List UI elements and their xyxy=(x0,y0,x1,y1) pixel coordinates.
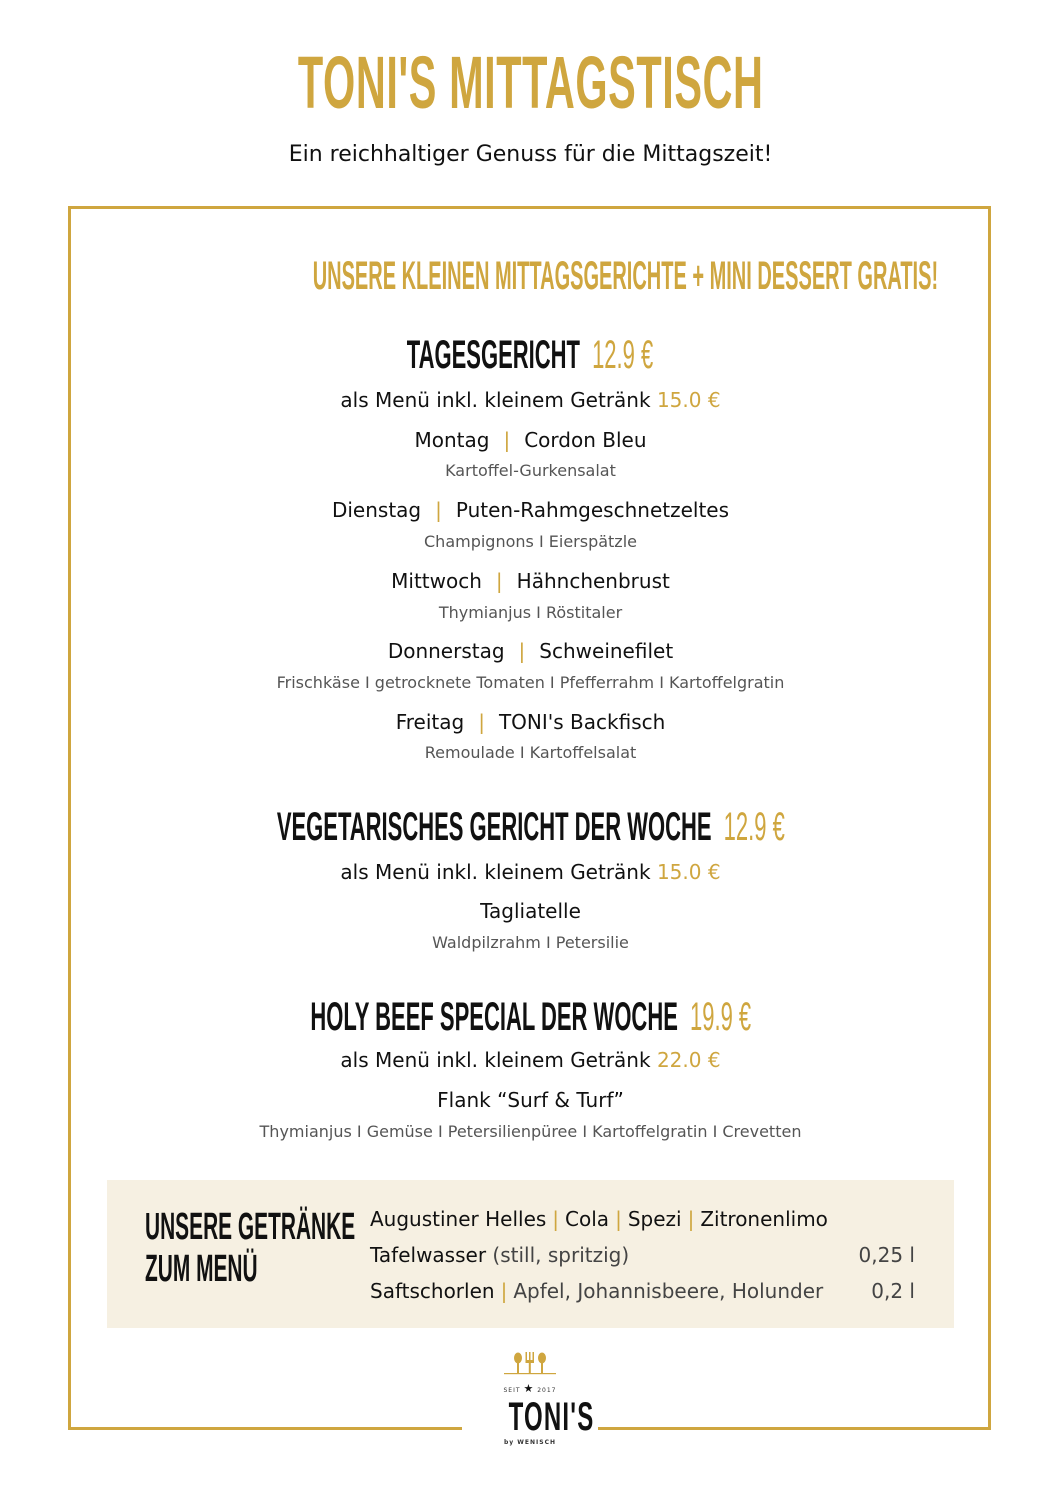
drinks-box xyxy=(107,1180,954,1328)
tagesgericht-menu-line: als Menü inkl. kleinem Getränk 15.0 € xyxy=(340,388,721,412)
day-dish-friday: Freitag | TONI's Backfisch xyxy=(395,710,666,734)
vegetarisch-heading xyxy=(0,802,1061,852)
page-subtitle: Ein reichhaltiger Genuss für die Mittagszeit! xyxy=(288,142,773,167)
tagesgericht-name: TAGESGERICHT xyxy=(407,333,581,377)
day-desc-tuesday: Champignons I Eierspätzle xyxy=(424,532,637,551)
beef-name: HOLY BEEF SPECIAL DER WOCHE xyxy=(310,995,678,1039)
juice-quantity: 0,2 l xyxy=(871,1279,915,1303)
vegetarisch-desc: Waldpilzrahm I Petersilie xyxy=(432,933,629,952)
star-icon: ★ xyxy=(523,1382,535,1395)
vegetarisch-name: VEGETARISCHES GERICHT DER WOCHE xyxy=(276,805,712,849)
tagesgericht-menu-price: 15.0 € xyxy=(656,388,721,412)
beef-price: 19.9 € xyxy=(689,995,751,1039)
beef-dish: Flank “Surf & Turf” xyxy=(437,1088,624,1112)
beef-desc: Thymianjus I Gemüse I Petersilienpüree I Kartoffelgratin I Crevetten xyxy=(259,1122,802,1141)
vegetarisch-price: 12.9 € xyxy=(723,805,785,849)
day-dish-monday: Montag | Cordon Bleu xyxy=(414,428,647,452)
logo xyxy=(480,1350,595,1475)
vegetarisch-menu-price: 15.0 € xyxy=(656,860,721,884)
day-dish-wednesday: Mittwoch | Hähnchenbrust xyxy=(391,569,670,593)
page-title: TONI'S MITTAGSTISCH xyxy=(297,41,764,124)
logo-subtitle: by WENISCH xyxy=(503,1439,556,1446)
vegetarisch-dish: Tagliatelle xyxy=(480,899,581,923)
drinks-row-juice: Saftschorlen | Apfel, Johannisbeere, Holunder 0,2 l xyxy=(370,1279,915,1303)
beef-menu-line: als Menü inkl. kleinem Getränk 22.0 € xyxy=(340,1048,721,1072)
day-desc-friday: Remoulade I Kartoffelsalat xyxy=(424,743,637,762)
tagesgericht-price: 12.9 € xyxy=(592,333,654,377)
logo-name: TONI'S xyxy=(508,1395,595,1439)
beef-heading xyxy=(0,992,1061,1042)
beef-menu-price: 22.0 € xyxy=(656,1048,721,1072)
logo-since: SEIT ★ 2017 xyxy=(503,1382,557,1395)
drinks-heading: UNSERE GETRÄNKE ZUM MENÜ xyxy=(145,1206,356,1290)
cutlery-icon xyxy=(500,1350,560,1380)
tagesgericht-heading xyxy=(0,330,1061,380)
promo-heading: UNSERE KLEINEN MITTAGSGERICHTE + MINI DESSERT GRATIS! xyxy=(312,254,939,298)
drinks-row-water: Tafelwasser (still, spritzig) 0,25 l xyxy=(370,1243,915,1267)
water-quantity: 0,25 l xyxy=(858,1243,915,1267)
vegetarisch-menu-line: als Menü inkl. kleinem Getränk 15.0 € xyxy=(340,860,721,884)
day-desc-thursday: Frischkäse I getrocknete Tomaten I Pfefferrahm I Kartoffelgratin xyxy=(276,673,785,692)
day-desc-wednesday: Thymianjus I Röstitaler xyxy=(438,603,623,622)
drinks-row-softdrinks: Augustiner Helles | Cola | Spezi | Zitronenlimo xyxy=(370,1207,828,1231)
day-dish-thursday: Donnerstag | Schweinefilet xyxy=(387,639,674,663)
day-dish-tuesday: Dienstag | Puten-Rahmgeschnetzeltes xyxy=(331,498,730,522)
day-desc-monday: Kartoffel-Gurkensalat xyxy=(445,461,616,480)
